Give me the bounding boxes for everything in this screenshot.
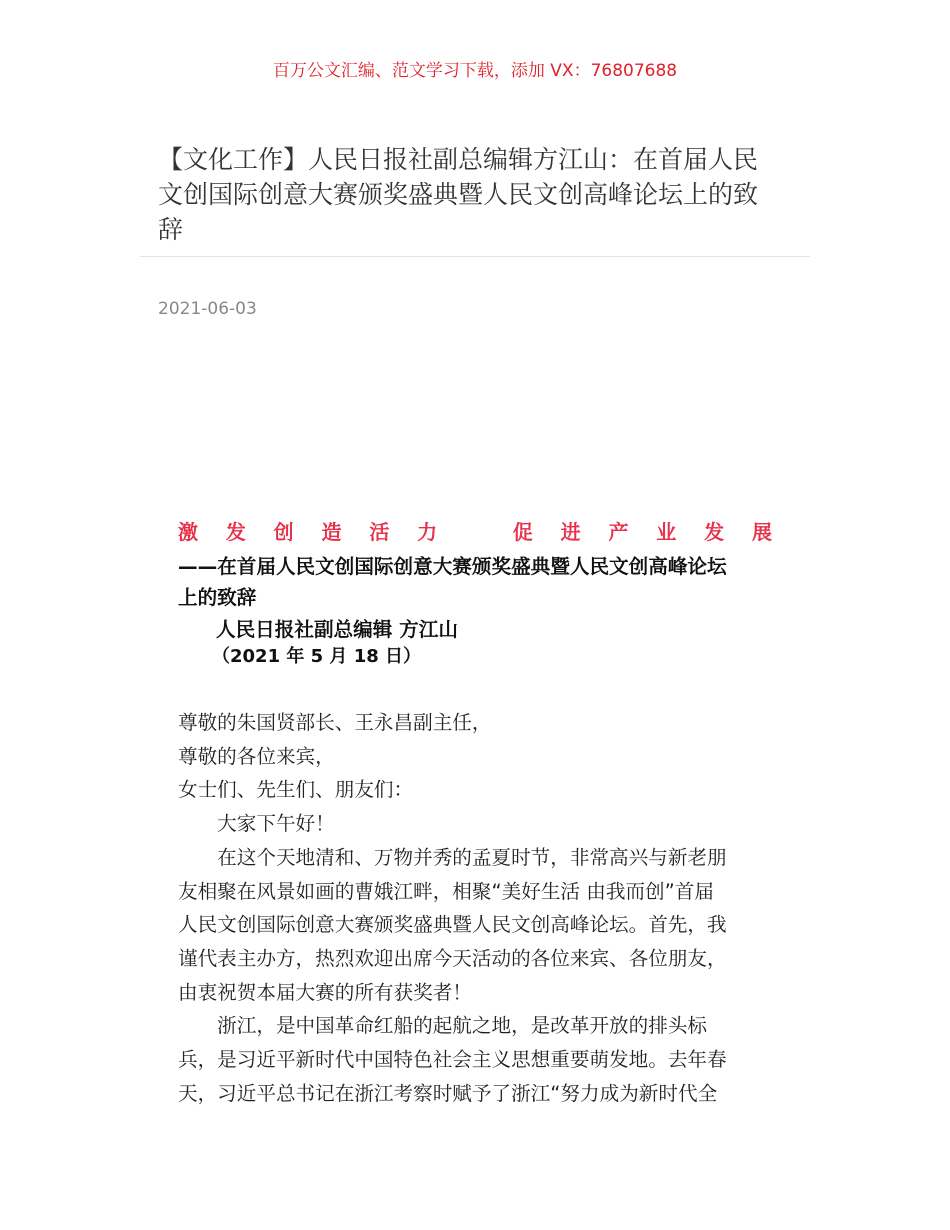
promo-banner: 百万公文汇编、范文学习下载，添加 VX：76807688 xyxy=(272,61,678,81)
body-line: 尊敬的各位来宾， xyxy=(178,744,335,768)
body-line: 女士们、先生们、朋友们： xyxy=(178,778,414,802)
body-line: 友相聚在风景如画的曹娥江畔，相聚“美好生活 由我而创”首届 xyxy=(178,879,714,903)
body-line: 在这个天地清和、万物并秀的孟夏时节，非常高兴与新老朋 xyxy=(178,845,727,869)
document-headline xyxy=(178,516,772,545)
body-line: 谨代表主办方，热烈欢迎出席今天活动的各位来宾、各位朋友， xyxy=(178,946,727,970)
headline-char: 产 xyxy=(608,520,629,544)
document-date: （2021 年 5 月 18 日） xyxy=(212,646,422,667)
document-subtitle: 上的致辞 xyxy=(178,586,257,609)
article-title-line: 辞 xyxy=(158,215,184,244)
body-line: 大家下午好！ xyxy=(178,812,335,836)
headline-char: 发 xyxy=(704,520,725,544)
document-subtitle: ——在首届人民文创国际创意大赛颁奖盛典暨人民文创高峰论坛 xyxy=(178,555,727,578)
body-line: 天，习近平总书记在浙江考察时赋予了浙江“努力成为新时代全 xyxy=(178,1081,718,1105)
body-line: 兵，是习近平新时代中国特色社会主义思想重要萌发地。去年春 xyxy=(178,1048,727,1071)
article-title-line: 文创国际创意大赛颁奖盛典暨人民文创高峰论坛上的致 xyxy=(158,180,759,209)
divider xyxy=(140,256,810,257)
headline-char: 造 xyxy=(321,520,342,544)
article-title-line: 【文化工作】人民日报社副总编辑方江山：在首届人民 xyxy=(158,145,759,174)
body-line: 由衷祝贺本届大赛的所有获奖者！ xyxy=(178,980,472,1004)
headline-char: 激 xyxy=(178,520,198,544)
document-author: 人民日报社副总编辑 方江山 xyxy=(216,618,458,641)
headline-char: 力 xyxy=(417,520,438,544)
publish-date: 2021-06-03 xyxy=(158,299,257,319)
headline-char: 进 xyxy=(560,520,581,544)
headline-char xyxy=(465,516,485,545)
body-line: 人民文创国际创意大赛颁奖盛典暨人民文创高峰论坛。首先，我 xyxy=(178,913,727,937)
body-line: 尊敬的朱国贤部长、王永昌副主任， xyxy=(178,711,492,734)
body-line: 浙江，是中国革命红船的起航之地，是改革开放的排头标 xyxy=(178,1014,708,1038)
headline-char: 促 xyxy=(512,520,533,544)
headline-char: 活 xyxy=(369,520,390,544)
headline-char: 业 xyxy=(656,520,677,544)
headline-char: 创 xyxy=(273,520,294,544)
headline-char: 展 xyxy=(751,520,772,544)
headline-char: 发 xyxy=(225,520,246,544)
